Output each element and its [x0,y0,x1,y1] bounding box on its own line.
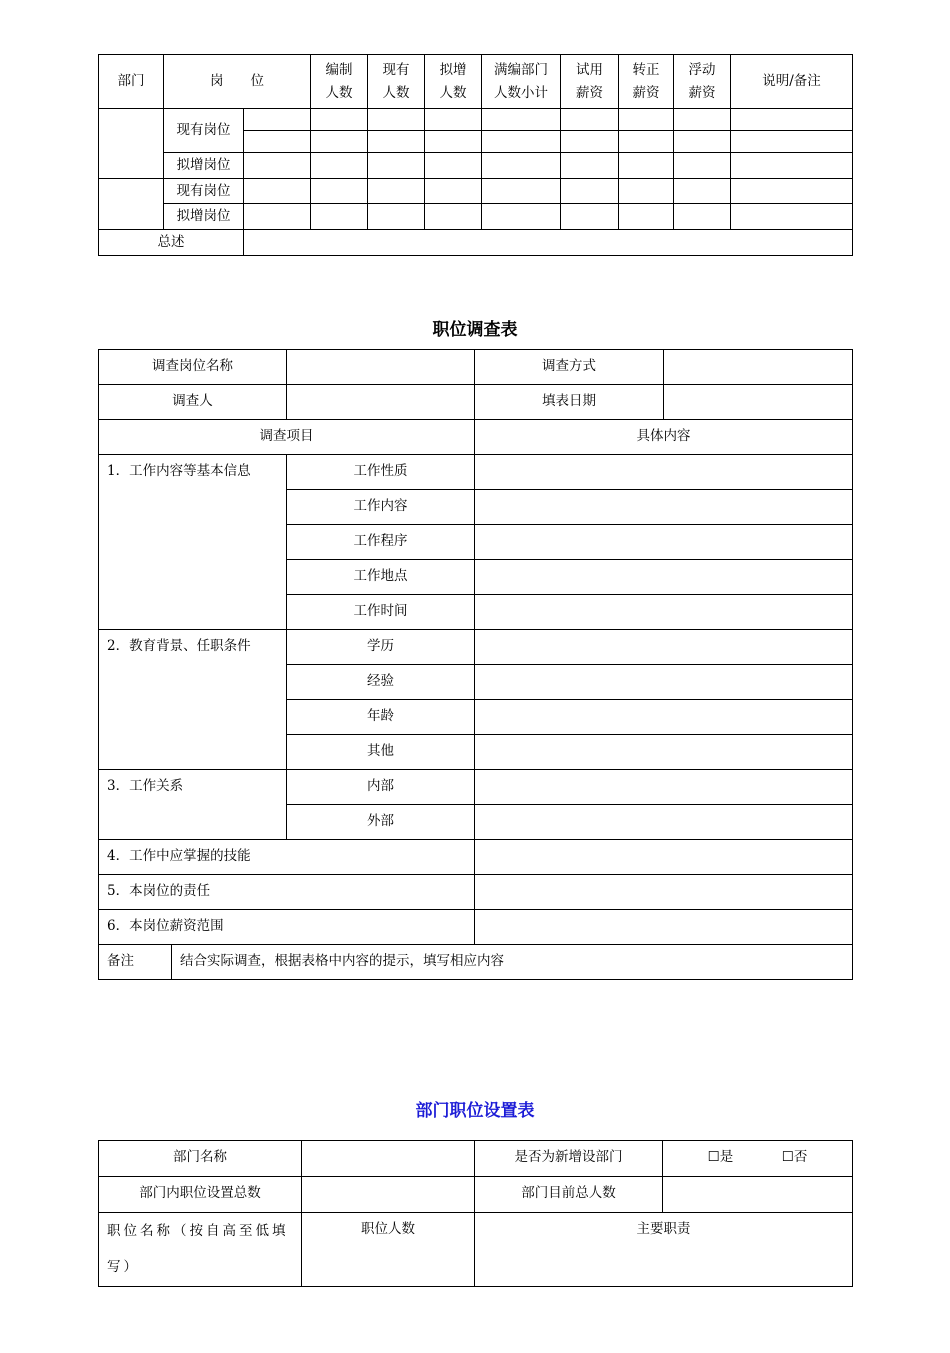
cell[interactable] [368,179,425,204]
cell[interactable] [619,109,674,131]
content-field[interactable] [475,665,853,700]
is-new-label: 是否为新增设部门 [475,1141,663,1177]
total-positions-field[interactable] [302,1177,475,1213]
header-float-pay: 浮动 薪资 [674,55,731,109]
section-relations: 3．工作关系 [99,770,287,840]
cell[interactable] [425,153,482,179]
dept-position-table [98,1140,853,1287]
sub-item: 学历 [287,630,475,665]
summary-label: 总述 [99,230,244,256]
sub-item: 工作性质 [287,455,475,490]
content-field[interactable] [475,595,853,630]
content-header: 具体内容 [475,420,853,455]
cell[interactable] [619,179,674,204]
cell[interactable] [311,131,368,153]
content-field[interactable] [475,700,853,735]
job-survey-title: 职位调查表 [432,320,518,340]
total-positions-label: 部门内职位设置总数 [99,1177,302,1213]
section-education: 2．教育背景、任职条件 [99,630,287,770]
header-notes: 说明/备注 [731,55,853,109]
header-trial-pay: 试用 薪资 [561,55,619,109]
cell[interactable] [561,153,619,179]
dept-cell[interactable] [99,109,164,179]
cell[interactable] [425,204,482,230]
cell[interactable] [311,109,368,131]
content-field[interactable] [475,735,853,770]
sub-item: 外部 [287,805,475,840]
no-checkbox[interactable]: ☐否 [781,1149,808,1165]
sub-item: 工作地点 [287,560,475,595]
cell[interactable] [244,131,311,153]
cell[interactable] [731,109,853,131]
content-field[interactable] [475,630,853,665]
dept-name-field[interactable] [302,1141,475,1177]
item-responsibility: 5．本岗位的责任 [99,875,475,910]
post-name-label: 调查岗位名称 [99,350,287,385]
content-field[interactable] [475,525,853,560]
job-survey-table [98,349,853,980]
is-new-options [663,1141,853,1177]
row-label-existing: 现有岗位 [164,109,244,153]
section-basic-info: 1．工作内容等基本信息 [99,455,287,630]
cell[interactable] [561,179,619,204]
sub-item: 工作程序 [287,525,475,560]
cell[interactable] [674,131,731,153]
sub-item: 年龄 [287,700,475,735]
sub-item: 工作内容 [287,490,475,525]
header-dept: 部门 [99,55,164,109]
cell[interactable] [311,179,368,204]
content-field[interactable] [475,560,853,595]
content-field[interactable] [475,770,853,805]
row-label-planned: 拟增岗位 [164,204,244,230]
cell[interactable] [674,179,731,204]
cell[interactable] [425,109,482,131]
header-staffing: 编制 人数 [311,55,368,109]
method-label: 调查方式 [475,350,664,385]
position-name-label: 职位名称（按自高至低填写） [99,1213,302,1287]
dept-cell[interactable] [99,179,164,230]
remarks-text: 结合实际调查，根据表格中内容的提示，填写相应内容 [172,945,853,980]
position-count-label: 职位人数 [302,1213,475,1287]
cell[interactable] [731,153,853,179]
cell[interactable] [619,153,674,179]
cell[interactable] [244,204,311,230]
items-header: 调查项目 [99,420,475,455]
row-label-planned: 拟增岗位 [164,153,244,179]
date-field[interactable] [664,385,853,420]
cell[interactable] [674,153,731,179]
method-field[interactable] [664,350,853,385]
cell[interactable] [368,153,425,179]
staffing-plan-table [98,54,853,256]
current-total-label: 部门目前总人数 [475,1177,663,1213]
content-field[interactable] [475,875,853,910]
cell[interactable] [561,204,619,230]
post-name-field[interactable] [287,350,475,385]
cell[interactable] [368,204,425,230]
cell[interactable] [425,131,482,153]
content-field[interactable] [475,840,853,875]
current-total-field[interactable] [663,1177,853,1213]
item-salary-range: 6．本岗位薪资范围 [99,910,475,945]
date-label: 填表日期 [475,385,664,420]
header-regular-pay: 转正 薪资 [619,55,674,109]
cell[interactable] [731,131,853,153]
cell[interactable] [482,109,561,131]
content-field[interactable] [475,910,853,945]
cell[interactable] [561,109,619,131]
cell[interactable] [311,153,368,179]
content-field[interactable] [475,805,853,840]
cell[interactable] [244,179,311,204]
cell[interactable] [619,131,674,153]
sub-item: 其他 [287,735,475,770]
content-field[interactable] [475,490,853,525]
main-duties-label: 主要职责 [475,1213,853,1287]
dept-name-label: 部门名称 [99,1141,302,1177]
header-current: 现有 人数 [368,55,425,109]
cell[interactable] [674,204,731,230]
header-post: 岗 位 [164,55,311,109]
dept-position-title: 部门职位设置表 [415,1101,535,1121]
cell[interactable] [482,204,561,230]
cell[interactable] [244,153,311,179]
cell[interactable] [425,179,482,204]
sub-item: 经验 [287,665,475,700]
cell[interactable] [731,204,853,230]
remarks-label: 备注 [99,945,172,980]
row-label-existing: 现有岗位 [164,179,244,204]
cell[interactable] [311,204,368,230]
cell[interactable] [482,153,561,179]
header-subtotal: 满编部门 人数小计 [482,55,561,109]
content-field[interactable] [475,455,853,490]
cell[interactable] [482,131,561,153]
yes-checkbox[interactable]: ☐是 [707,1149,734,1165]
cell[interactable] [731,179,853,204]
cell[interactable] [674,109,731,131]
cell[interactable] [368,109,425,131]
cell[interactable] [561,131,619,153]
sub-item: 工作时间 [287,595,475,630]
summary-field[interactable] [244,230,853,256]
investigator-label: 调查人 [99,385,287,420]
cell[interactable] [482,179,561,204]
sub-item: 内部 [287,770,475,805]
cell[interactable] [244,109,311,131]
investigator-field[interactable] [287,385,475,420]
cell[interactable] [619,204,674,230]
cell[interactable] [368,131,425,153]
item-skills: 4．工作中应掌握的技能 [99,840,475,875]
header-planned: 拟增 人数 [425,55,482,109]
